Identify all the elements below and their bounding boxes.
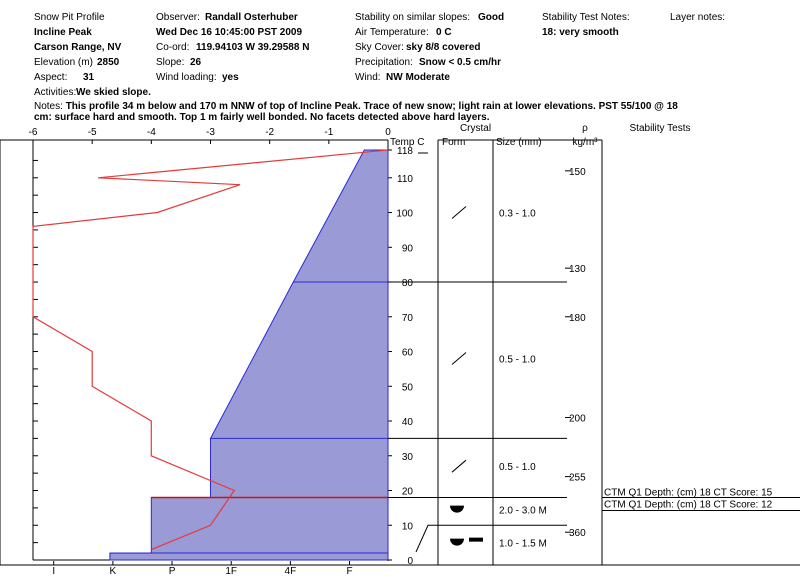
density-label: 130 [569, 264, 586, 276]
chart-columns [388, 123, 800, 565]
hardness-tick-label: F [346, 566, 353, 577]
form-slash-symbol [452, 352, 466, 364]
stability-value: Good [478, 12, 505, 23]
density-header: ρ [582, 123, 588, 134]
temp-tick-label: -4 [146, 127, 156, 138]
form-semicircle-symbol [450, 539, 464, 546]
stability-test-notes-value: 18: very smooth [542, 27, 619, 38]
wind-loading-value: yes [222, 72, 239, 83]
air-temp-value: 0 C [436, 27, 452, 38]
layer-size-label: 1.0 - 1.5 M [499, 538, 547, 550]
observer-label: Observer: [156, 12, 200, 23]
layer-notes-label: Layer notes: [670, 12, 726, 23]
page-title: Snow Pit Profile [34, 12, 105, 23]
temp-axis-label: Temp C [390, 137, 425, 148]
depth-tick-label: 100 [396, 208, 413, 220]
wind-loading-label: Wind loading: [156, 72, 217, 83]
temp-tick-label: -5 [87, 127, 97, 138]
depth-tick-label: 110 [397, 173, 413, 185]
depth-tick-label: 60 [401, 347, 413, 359]
hardness-profile-area [110, 150, 388, 560]
wind-label: Wind: [355, 72, 381, 83]
activities-value: We skied slope. [76, 87, 151, 98]
hardness-tick-label: I [52, 566, 56, 577]
range: Carson Range, NV [34, 42, 122, 53]
density-label: 180 [569, 312, 586, 324]
depth-tick-label: 50 [401, 382, 413, 394]
chart-marks [33, 150, 388, 560]
stability-label: Stability on similar slopes: [355, 12, 471, 23]
precip-value: Snow < 0.5 cm/hr [419, 57, 501, 68]
depth-tick-label: 90 [401, 243, 413, 255]
crystal-header: Crystal [459, 123, 492, 134]
form-connector [416, 525, 438, 552]
depth-tick-label: 118 [397, 146, 413, 157]
activities-label: Activities: [34, 87, 77, 98]
density-unit: kg/m³ [572, 137, 598, 148]
wind-value: NW Moderate [386, 72, 450, 83]
temp-tick-label: -3 [206, 127, 215, 138]
size-header: Size (mm) [496, 137, 542, 148]
hardness-tick-label: P [168, 566, 176, 577]
depth-tick-label: 30 [401, 451, 413, 463]
elevation-value: 2850 [97, 57, 120, 68]
temp-tick-label: -2 [265, 127, 275, 138]
sky-label: Sky Cover: [355, 42, 404, 53]
depth-tick-label: 20 [401, 486, 413, 498]
form-slash-symbol [452, 207, 466, 219]
slope-label: Slope: [156, 57, 185, 68]
temp-tick-label: 0 [385, 127, 391, 138]
form-dash-symbol [469, 538, 483, 542]
depth-tick-label: 0 [407, 556, 413, 567]
form-semicircle-symbol [450, 506, 464, 513]
depth-tick-label: 10 [401, 521, 413, 533]
air-temp-label: Air Temperature: [355, 27, 429, 38]
density-label: 360 [569, 528, 586, 540]
density-label: 150 [569, 166, 586, 178]
stability-test-entry: CTM Q1 Depth: (cm) 18 CT Score: 12 [604, 499, 773, 511]
stability-tests-header: Stability Tests [629, 123, 691, 134]
coord-label: Co-ord: [156, 42, 190, 53]
layer-size-label: 2.0 - 3.0 M [499, 505, 547, 517]
density-label: 255 [569, 472, 586, 484]
stability-test-notes-label: Stability Test Notes: [542, 12, 630, 23]
layer-size-label: 0.5 - 1.0 [499, 354, 536, 366]
aspect-label: Aspect: [34, 72, 68, 83]
elevation-label: Elevation (m) [34, 57, 93, 68]
coord-value: 119.94103 W 39.29588 N [196, 42, 310, 53]
notes-label: Notes: [34, 101, 63, 112]
slope-value: 26 [190, 57, 202, 68]
datetime: Wed Dec 16 10:45:00 PST 2009 [156, 27, 303, 38]
depth-tick-label: 40 [401, 417, 413, 429]
depth-tick-label: 80 [401, 278, 413, 290]
depth-tick-label: 70 [401, 312, 413, 324]
form-header: Form [442, 137, 466, 148]
hardness-tick-label: 4F [284, 566, 297, 577]
form-slash-symbol [452, 460, 466, 472]
density-label: 200 [569, 413, 586, 425]
temp-tick-label: -1 [324, 127, 334, 138]
hardness-tick-label: 1F [225, 566, 238, 577]
layer-size-label: 0.5 - 1.0 [499, 462, 536, 474]
precip-label: Precipitation: [355, 57, 413, 68]
location: Incline Peak [34, 27, 92, 38]
notes-text: This profile 34 m below and 170 m NNW of top of Incline Peak. Trace of new snow; light rain at lower elevations. PST 55/100 @ 18 cm: surface hard and smooth. Top 1 m fairly well bonded. No facets detected above hard layers. [34, 101, 678, 123]
temp-tick-label: -6 [28, 127, 38, 138]
aspect-value: 31 [83, 72, 95, 83]
stability-test-entry: CTM Q1 Depth: (cm) 18 CT Score: 15 [604, 487, 773, 499]
sky-value: sky 8/8 covered [406, 42, 481, 53]
hardness-tick-label: K [109, 566, 117, 577]
observer-value: Randall Osterhuber [205, 12, 298, 23]
layer-size-label: 0.3 - 1.0 [499, 208, 536, 220]
